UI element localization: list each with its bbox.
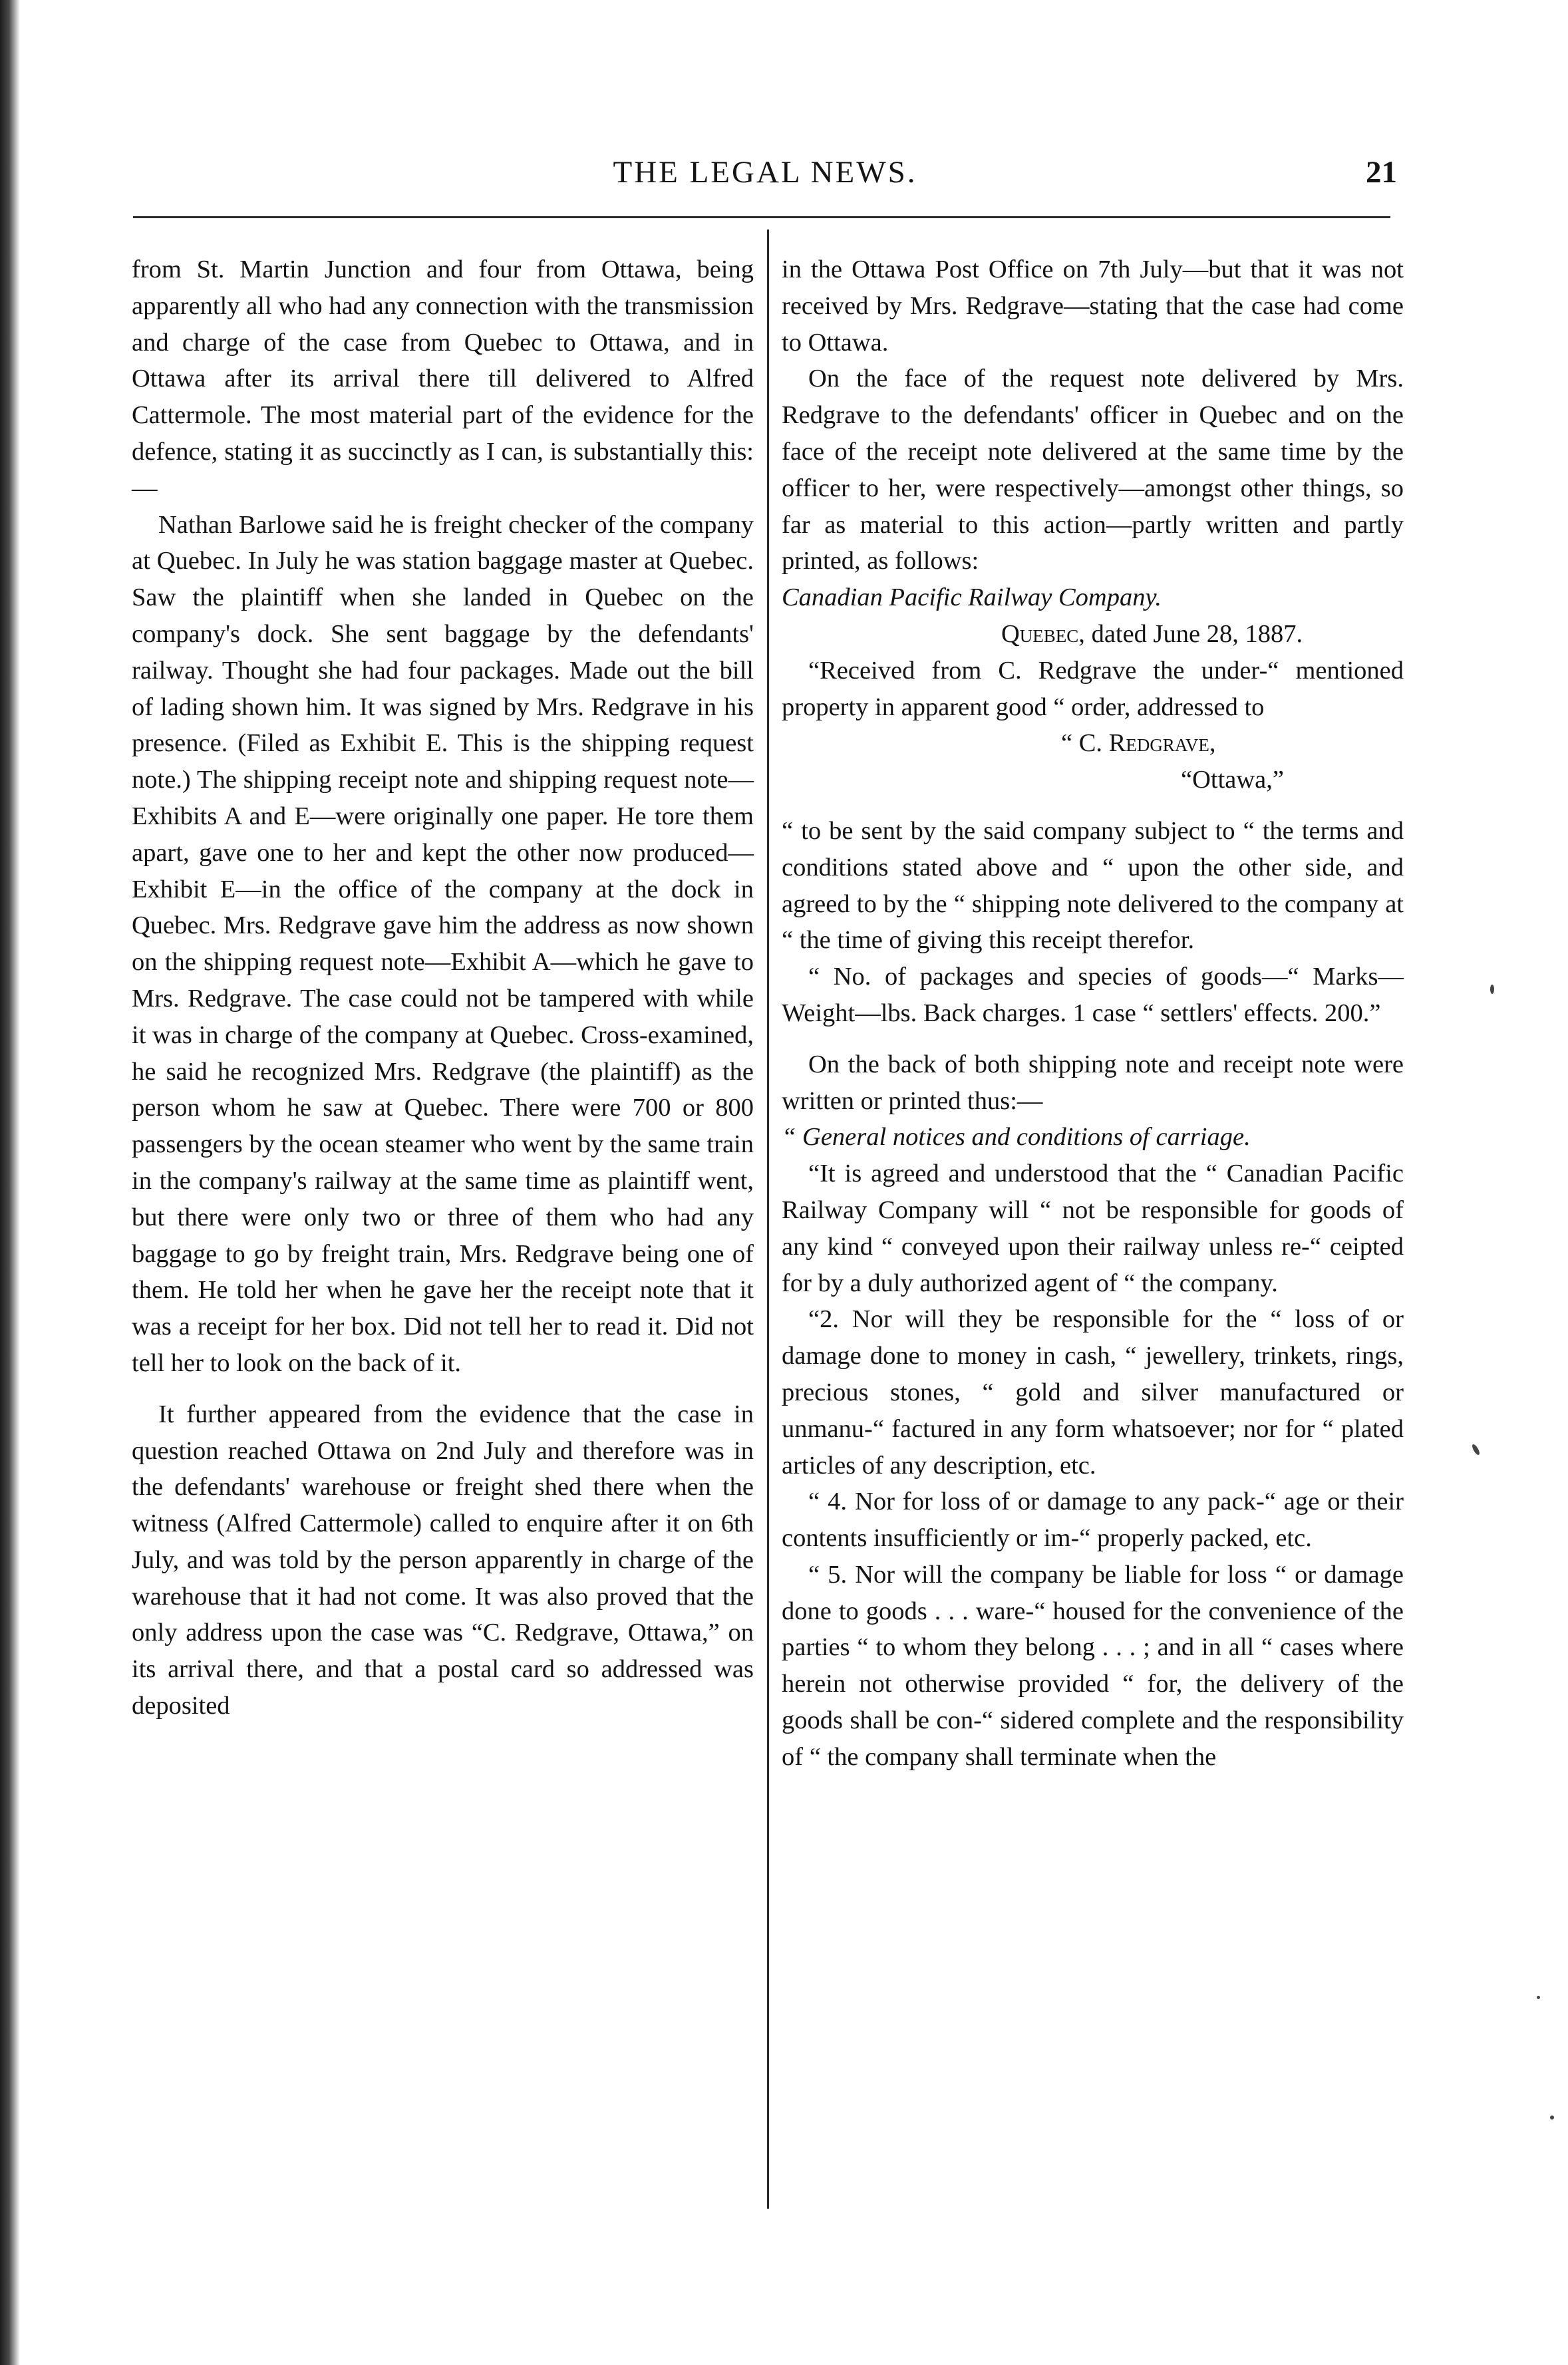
- received-clause: “Received from C. Redgrave the under-“ mentioned property in apparent good “ order, addressed to: [782, 656, 1404, 721]
- back-note-intro: On the back of both shipping note and receipt note were written or printed thus:—: [782, 1050, 1404, 1115]
- scan-speck: [1550, 2116, 1554, 2120]
- page-edge-shadow: [0, 0, 20, 2365]
- dateline: [782, 616, 1404, 653]
- scan-speck: [1490, 985, 1494, 994]
- left-column: [132, 251, 754, 1724]
- condition-2: “2. Nor will they be responsible for the “ loss of or damage done to money in cash, “ jewellery, trinkets, rings, precious stones, “ gold and silver manufactured or unmanu-“ factured in any form whatsoever; nor for “ plated articles of any description, etc.: [782, 1305, 1404, 1480]
- journal-title: THE LEGAL NEWS.: [613, 155, 917, 190]
- running-header: [133, 154, 1397, 208]
- left-paragraph-1: from St. Martin Junction and four from Ottawa, being apparently all who had any connection with the transmission and charge of the case from Quebec to Ottawa, and in Ottawa after its arrival there till delivered to Alfred Cattermole. The most material part of the evidence for the defence, stating it as succinctly as I can, is substantially this:—: [132, 255, 754, 502]
- condition-1: “It is agreed and understood that the “ Canadian Pacific Railway Company will “ not be responsible for goods of any kind “ conveyed upon their railway unless re-“ ceipted for by a duly authorized agent of “ the company.: [782, 1160, 1404, 1297]
- scan-speck: [1471, 1443, 1481, 1456]
- terms-clause: “ to be sent by the said company subject to “ the terms and conditions stated above and “ upon the other side, and agreed to by the “ shipping note delivered to the company at “ the time of giving this receipt therefor.: [782, 816, 1404, 955]
- header-rule: [133, 216, 1390, 218]
- address-city: “Ottawa,”: [1181, 766, 1284, 794]
- page-number: 21: [1366, 155, 1397, 190]
- scan-speck: [1537, 1996, 1540, 1999]
- packages-clause: “ No. of packages and species of goods—“ Marks—Weight—lbs. Back charges. 1 case “ settlers' effects. 200.”: [782, 963, 1404, 1027]
- address-name: “ C. Redgrave,: [1061, 729, 1216, 758]
- right-column: [782, 251, 1404, 1776]
- left-paragraph-3: It further appeared from the evidence that the case in question reached Ottawa on 2nd July and therefore was in the defendants' warehouse or freight shed there when the witness (Alfred Cattermole) called to enquire after it on 6th July, and was told by the person apparently in charge of the warehouse that it had not come. It was also proved that the only address upon the case was “C. Redgrave, Ottawa,” on its arrival there, and that a postal card so addressed was deposited: [132, 1400, 754, 1720]
- company-name: Canadian Pacific Railway Company.: [782, 583, 1162, 612]
- condition-5: “ 5. Nor will the company be liable for loss “ or damage done to goods . . . ware-“ housed for the convenience of the parties “ to whom they belong . . . ; and in all “ cases where herein not otherwise provided “ for, the delivery of the goods shall be con-“ sidered complete and the responsibility of “ the company shall terminate when the: [782, 1560, 1404, 1771]
- right-paragraph-2: On the face of the request note delivered by Mrs. Redgrave to the defendants' officer in Quebec and on the face of the receipt note delivered at the same time by the officer to her, were respectively—amongst other things, so far as material to this action—partly written and partly printed, as follows:: [782, 365, 1404, 575]
- dateline-date: dated June 28, 1887.: [1084, 619, 1303, 648]
- column-divider: [767, 230, 769, 2209]
- condition-4: “ 4. Nor for loss of or damage to any pack-“ age or their contents insufficiently or im-“ properly packed, etc.: [782, 1488, 1404, 1553]
- left-paragraph-2: Nathan Barlowe said he is freight checker of the company at Quebec. In July he was station baggage master at Quebec. Saw the plaintiff when she landed in Quebec on the company's dock. She sent baggage by the defendants' railway. Thought she had four packages. Made out the bill of lading shown him. It was signed by Mrs. Redgrave in his presence. (Filed as Exhibit E. This is the shipping request note.) The shipping receipt note and shipping request note—Exhibits A and E—were originally one paper. He tore them apart, gave one to her and kept the other now produced—Exhibit E—in the office of the company at the dock in Quebec. Mrs. Redgrave gave him the address as now shown on the shipping request note—Exhibit A—which he gave to Mrs. Redgrave. The case could not be tampered with while it was in charge of the company at Quebec. Cross-examined, he said he recognized Mrs. Redgrave (the plaintiff) as the person whom he saw at Quebec. There were 700 or 800 passengers by the ocean steamer who went by the same train in the company's railway at the same time as plaintiff went, but there were only two or three of them who had any baggage to go by freight train, Mrs. Redgrave being one of them. He told her when he gave her the receipt note that it was a receipt for her box. Did not tell her to read it. Did not tell her to look on the back of it.: [132, 510, 754, 1377]
- dateline-city: Quebec,: [1001, 619, 1085, 648]
- notices-heading: “ General notices and conditions of carriage.: [782, 1123, 1251, 1152]
- right-paragraph-1: in the Ottawa Post Office on 7th July—but that it was not received by Mrs. Redgrave—stating that the case had come to Ottawa.: [782, 255, 1404, 357]
